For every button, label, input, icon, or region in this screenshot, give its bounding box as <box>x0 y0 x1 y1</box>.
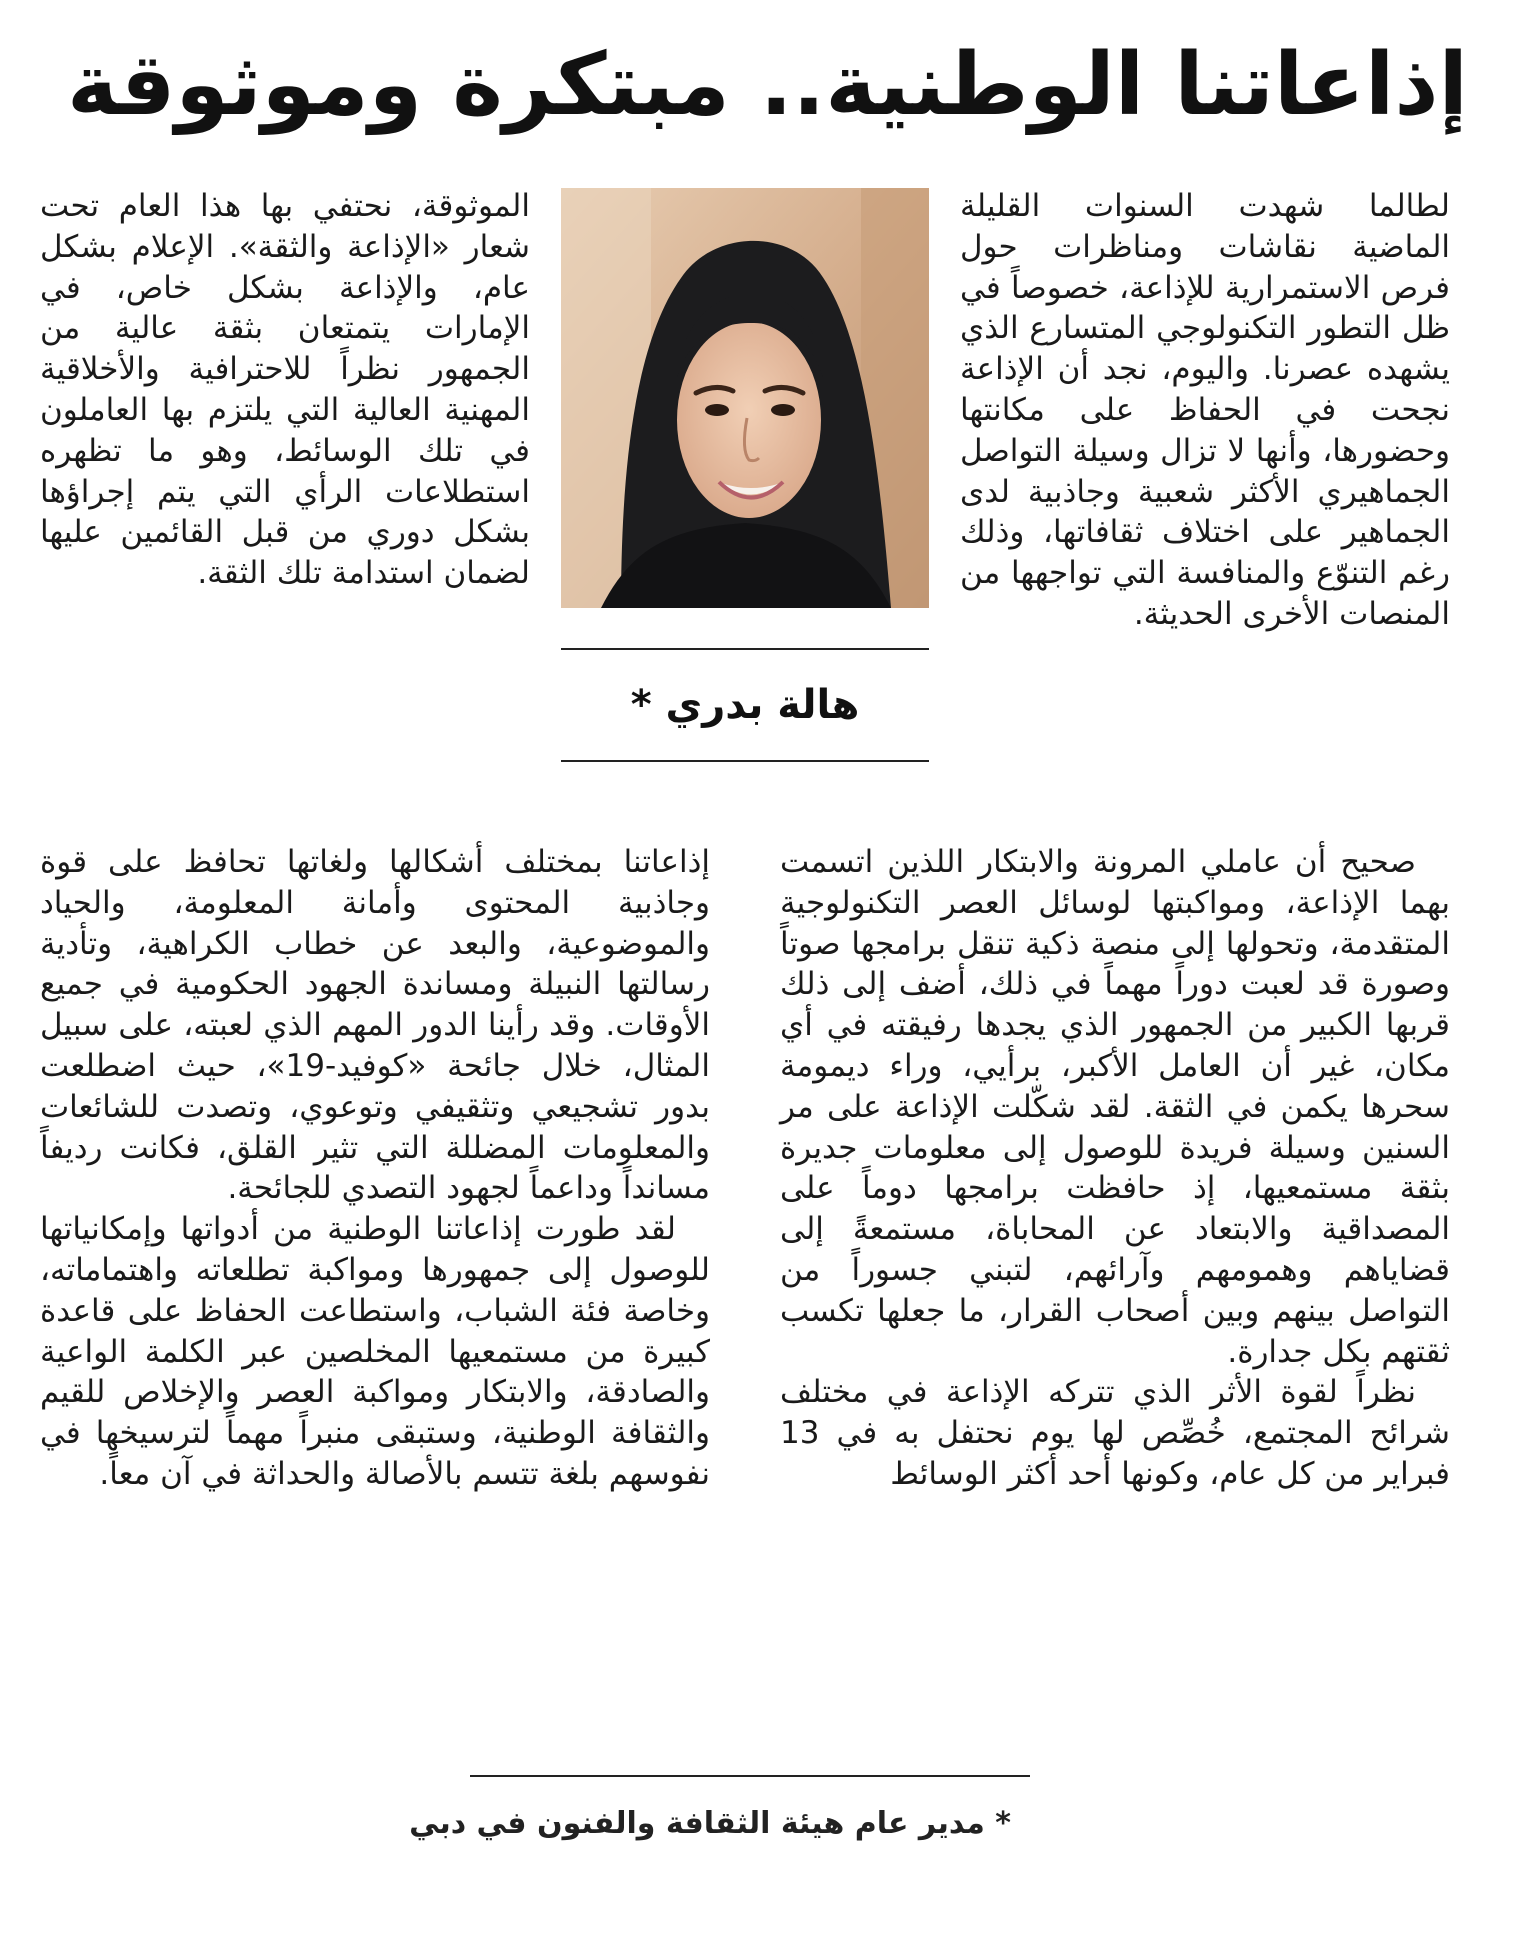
author-footnote: * مدير عام هيئة الثقافة والفنون في دبي <box>409 1806 1011 1841</box>
article-headline: إذاعاتنا الوطنية.. مبتكرة وموثوقة <box>66 35 1469 135</box>
paragraph: لقد طورت إذاعاتنا الوطنية من أدواتها وإمكانياتها للوصول إلى جمهورها ومواكبة تطلعاته واهتماماته، وخاصة فئة الشباب، واستطاعت الحفاظ على قاعدة كبيرة من مستمعيها المخلصين عبر الكلمة الواعية والصادقة، والابتكار ومواكبة العصر والإخلاص للقيم والثقافة الوطنية، وستبقى منبراً مهماً لترسيخها في نفوسهم بلغة تتسم بالأصالة والحداثة في آن معاً. <box>40 1211 710 1492</box>
article-column-right-top <box>960 186 1450 635</box>
article-column-left-bottom <box>40 842 710 1495</box>
article-column-right-bottom <box>780 842 1450 1495</box>
paragraph: نظراً لقوة الأثر الذي تتركه الإذاعة في مختلف شرائح المجتمع، خُصِّص لها يوم نحتفل به في 13 فبراير من كل عام، وكونها أحد أكثر الوسائط <box>780 1374 1450 1492</box>
byline-rule-bottom <box>561 760 929 762</box>
paragraph: صحيح أن عاملي المرونة والابتكار اللذين اتسمت بهما الإذاعة، ومواكبتها لوسائل العصر التكنولوجية المتقدمة، وتحولها إلى منصة ذكية تنقل برامجها صوتاً وصورة قد لعبت دوراً مهماً في ذلك، أضف إلى ذلك قربها الكبير من الجمهور الذي يجدها رفيقته في أي مكان، غير أن العامل الأكبر، برأيي، وراء ديمومة سحرها يكمن في الثقة. لقد شكّلت الإذاعة على مر السنين وسيلة فريدة للوصول إلى معلومات جديرة بثقة مستمعيها، إذ حافظت برامجها دوماً على المصداقية والابتعاد عن المحاباة، مستمعةً إلى قضاياهم وهمومهم وآرائهم، لتبني جسوراً من التواصل بينهم وبين أصحاب القرار، ما جعلها تكسب ثقتهم بكل جدارة. <box>780 844 1450 1370</box>
article-column-left-top <box>40 186 530 594</box>
author-portrait-image <box>561 188 929 608</box>
paragraph: الموثوقة، نحتفي بها هذا العام تحت شعار «الإذاعة والثقة». الإعلام بشكل عام، والإذاعة بشكل خاص، في الإمارات يتمتعان بثقة عالية من الجمهور نظراً للاحترافية والأخلاقية المهنية العالية التي يلتزم بها العاملون في تلك الوسائط، وهو ما تظهره استطلاعات الرأي التي يتم إجراؤها بشكل دوري من قبل القائمين عليها لضمان استدامة تلك الثقة. <box>40 188 530 592</box>
footer-rule <box>470 1775 1030 1777</box>
paragraph: إذاعاتنا بمختلف أشكالها ولغاتها تحافظ على قوة وجاذبية المحتوى وأمانة المعلومة، والحياد والموضوعية، والبعد عن خطاب الكراهية، وتأدية رسالتها النبيلة ومساندة الجهود الحكومية في جميع الأوقات. وقد رأينا الدور المهم الذي لعبته، على سبيل المثال، خلال جائحة «كوفيد-19»، حيث اضطلعت بدور تشجيعي وتثقيفي وتوعوي، وتصدت للشائعات والمعلومات المضللة التي تثير القلق، فكانت رديفاً مسانداً وداعماً لجهود التصدي للجائحة. <box>40 844 710 1207</box>
author-byline: هالة بدري * <box>630 682 860 728</box>
byline-rule-top <box>561 648 929 650</box>
paragraph: لطالما شهدت السنوات القليلة الماضية نقاشات ومناظرات حول فرص الاستمرارية للإذاعة، خصوصاً في ظل التطور التكنولوجي المتسارع الذي يشهده عصرنا. واليوم، نجد أن الإذاعة نجحت في الحفاظ على مكانتها وحضورها، وأنها لا تزال وسيلة التواصل الجماهيري الأكثر شعبية وجاذبية لدى الجماهير على اختلاف ثقافاتها، وذلك رغم التنوّع والمنافسة التي تواجهها من المنصات الأخرى الحديثة. <box>960 188 1450 632</box>
author-photo <box>561 188 929 608</box>
